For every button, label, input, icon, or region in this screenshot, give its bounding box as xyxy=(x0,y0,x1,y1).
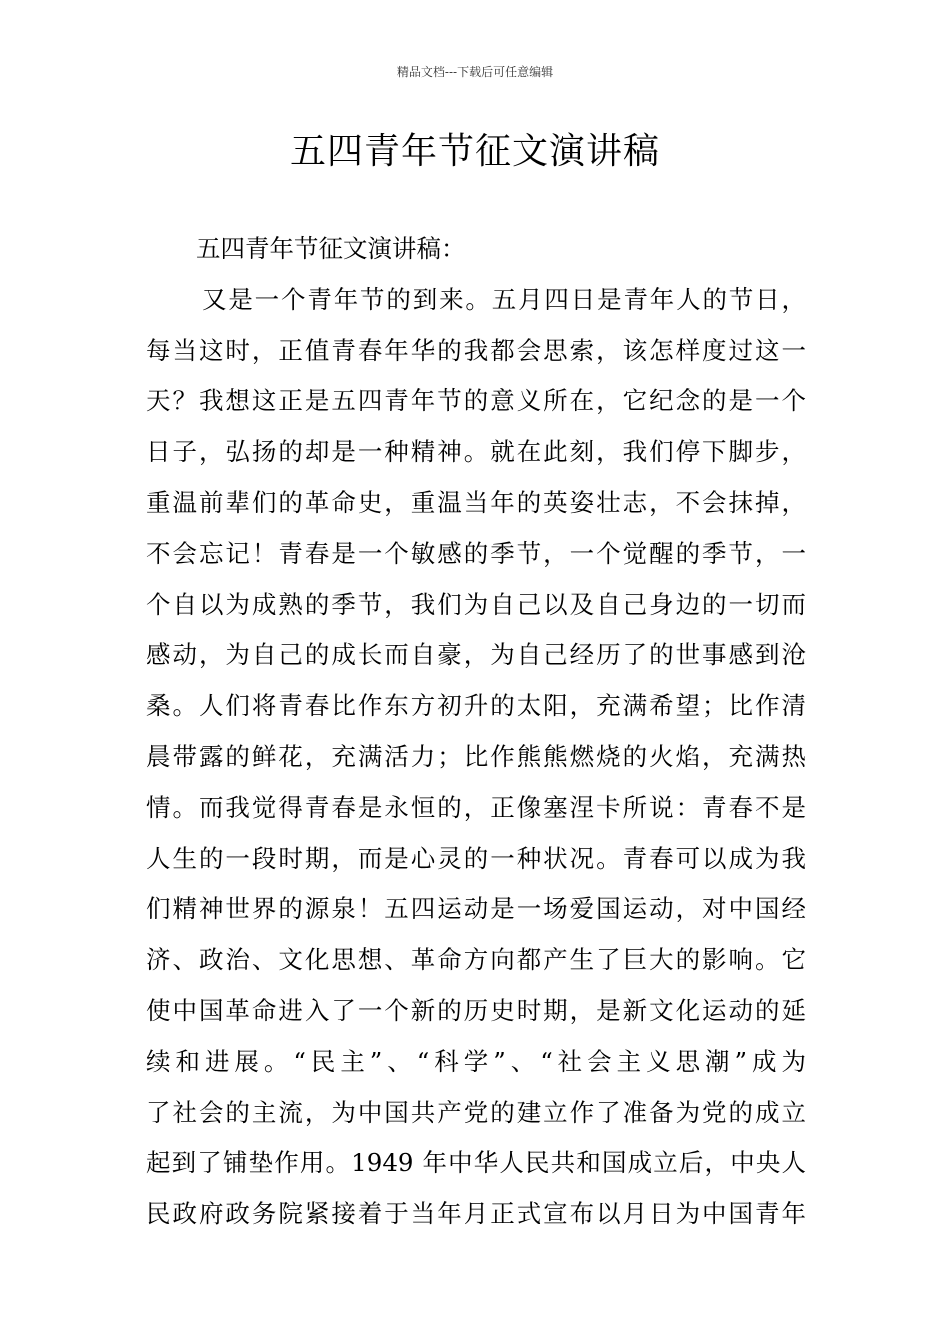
document-title: 五四青年节征文演讲稿 xyxy=(289,131,660,172)
header-note: 精品文档---下载后可任意编辑 xyxy=(396,65,554,79)
body-line: 起到了铺垫作用。1949 年中华人民共和国成立后，中央人 xyxy=(146,1148,806,1178)
body-line: 使中国革命进入了一个新的历史时期，是新文化运动的延 xyxy=(146,995,806,1025)
body-line: 重温前辈们的革命史，重温当年的英姿壮志，不会抹掉， xyxy=(146,487,806,517)
body-line: 济、政治、文化思想、革命方向都产生了巨大的影响。它 xyxy=(146,945,806,975)
body-line: 情。而我觉得青春是永恒的，正像塞涅卡所说：青春不是 xyxy=(146,792,806,822)
body-line: 天？我想这正是五四青年节的意义所在，它纪念的是一个 xyxy=(146,386,806,416)
body-line: 民政府政务院紧接着于当年月正式宣布以月日为中国青年 xyxy=(146,1199,806,1229)
body-line: 不会忘记！青春是一个敏感的季节，一个觉醒的季节，一 xyxy=(146,538,806,568)
body-line: 感动，为自己的成长而自豪，为自己经历了的世事感到沧 xyxy=(146,640,806,670)
body-line: 续和进展。“民主”、“科学”、“社会主义思潮”成为 xyxy=(146,1046,806,1076)
body-line: 桑。人们将青春比作东方初升的太阳，充满希望；比作清 xyxy=(146,691,806,721)
intro-line: 五四青年节征文演讲稿： xyxy=(196,234,466,263)
body-line: 晨带露的鲜花，充满活力；比作熊熊燃烧的火焰，充满热 xyxy=(146,741,806,771)
body-line: 日子，弘扬的却是一种精神。就在此刻，我们停下脚步， xyxy=(146,437,806,467)
body-line: 们精神世界的源泉！五四运动是一场爱国运动，对中国经 xyxy=(146,894,806,924)
document-body xyxy=(146,224,806,1240)
body-line: 又是一个青年节的到来。五月四日是青年人的节日， xyxy=(202,284,806,314)
body-line: 个自以为成熟的季节，我们为自己以及自己身边的一切而 xyxy=(146,589,806,619)
body-line: 人生的一段时期，而是心灵的一种状况。青春可以成为我 xyxy=(146,843,806,873)
body-line: 每当这时，正值青春年华的我都会思索，该怎样度过这一 xyxy=(146,335,806,365)
body-line: 了社会的主流，为中国共产党的建立作了准备为党的成立 xyxy=(146,1097,806,1127)
